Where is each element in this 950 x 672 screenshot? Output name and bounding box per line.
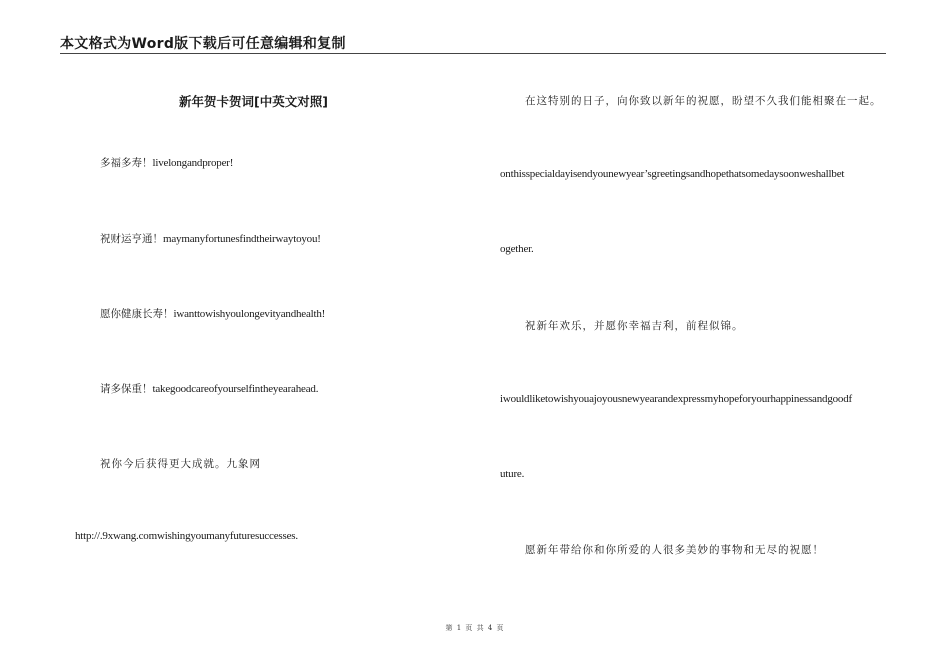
greeting-line-6 [75,530,298,542]
greeting-cn: 祝你今后获得更大成就。九象网 [100,458,261,470]
paragraph-en-1b: ogether. [500,243,534,255]
page-footer: 第 1 页 共 4 页 [445,624,505,632]
paragraph-cn-3: 愿新年带给你和你所爱的人很多美妙的事物和无尽的祝愿！ [525,544,824,556]
right-column [500,0,900,672]
greeting-cn: 祝财运亨通！ [100,233,163,245]
greeting-cn: 请多保重！ [100,383,153,395]
header-text: 本文格式为Word版下载后可任意编辑和复制 [60,36,346,52]
greeting-line-5 [100,456,261,471]
paragraph-en-2b: uture. [500,468,525,480]
left-column [75,0,470,672]
greeting-line-3 [100,306,325,321]
greeting-en: maymanyfortunesfindtheirwaytoyou! [163,233,321,245]
paragraph-en-1a: onthisspecialdayisendyounewyear’sgreetingsandhopethatsomedaysoonweshallbet [500,168,845,180]
paragraph-cn-2: 祝新年欢乐，并愿你幸福吉利，前程似锦。 [525,320,744,332]
paragraph-en-2a: iwouldliketowishyouajoyousnewyearandexpressmyhopeforyourhappinessandgoodf [500,393,852,405]
document-title: 新年贺卡贺词[中英文对照] [179,94,328,109]
greeting-en: iwanttowishyoulongevityandhealth! [173,308,326,320]
paragraph-cn-1: 在这特别的日子，向你致以新年的祝愿，盼望不久我们能相聚在一起。 [525,95,882,107]
greeting-line-4 [100,381,318,396]
greeting-cn: 多福多寿！ [100,157,153,169]
greeting-en: livelongandproper! [152,157,234,169]
greeting-cn: 愿你健康长寿！ [100,308,174,320]
greeting-line-1 [100,155,233,170]
greeting-line-2 [100,231,321,246]
greeting-url: http://.9xwang.comwishingyoumanyfuturesuccesses. [75,530,298,542]
greeting-en: takegoodcareofyourselfintheyearahead. [152,383,319,395]
